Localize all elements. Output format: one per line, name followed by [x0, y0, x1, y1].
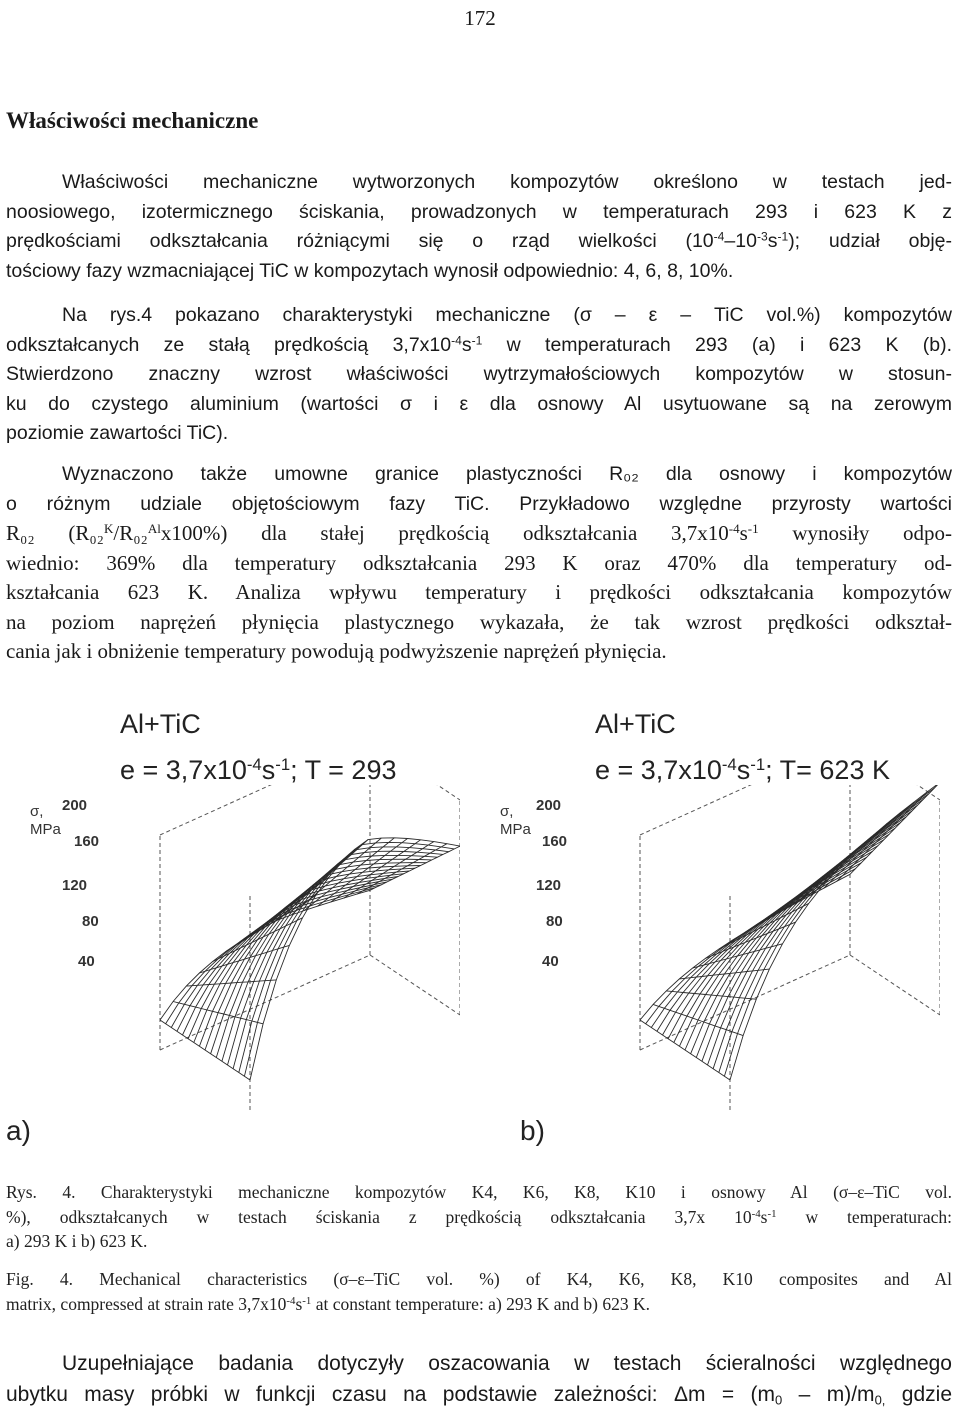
- paragraph-line: Uzupełniające badania dotyczyły oszacowania w testach ścieralności względnego: [62, 1352, 952, 1375]
- plot-box-edge: [640, 785, 850, 835]
- figure-panel-a: [0, 705, 480, 1160]
- panel-title: Al+TiC: [595, 709, 676, 739]
- panel-title: Al+TiC: [120, 709, 201, 739]
- panel-label: b): [520, 1115, 545, 1146]
- axis-tick-label: 120: [536, 877, 562, 894]
- plot-box-edge: [640, 955, 850, 1050]
- figure-caption-en: [6, 1267, 952, 1316]
- surface-grid-line: [250, 838, 460, 1080]
- panel-equation: $e = 3,7x10^{-4}s^{-1}$; T = 293: [120, 754, 397, 785]
- paragraph-line: ku do czystego aluminium (wartości σ i ε dla osnowy Al usytuowane są na zerowym: [6, 392, 952, 415]
- figure-panel-b: [480, 705, 960, 1160]
- surface-grid-line: [850, 785, 940, 874]
- paragraph-line: cania jak i obniżenie temperatury powodują podwyższenie naprężeń płynięcia.: [6, 639, 667, 663]
- caption-line: a) 293 K i b) 623 K.: [6, 1231, 148, 1251]
- surface-grid-line: [657, 857, 867, 1031]
- axis-tick-label: 200: [536, 797, 562, 814]
- paragraph-line: kształcania 623 K. Analiza wpływu temperatury i prędkości odkształcania kompozytów: [6, 580, 952, 604]
- paragraph-results: [6, 301, 952, 449]
- surface-grid-line: [651, 863, 861, 1028]
- plot-box-edge: [850, 955, 940, 1015]
- paragraph-line: ubytku masy próbki w funkcji czasu na podstawie zależności: $\Delta m = (m_0 - m)/m_{0,}$ gdzie: [6, 1383, 953, 1408]
- caption-line: Fig. 4. Mechanical characteristics (σ–ε–TiC vol. %) of K4, K6, K8, K10 composites and Al: [6, 1269, 952, 1289]
- paragraph-line: o różnym udziale objętościowym fazy TiC. Przykładowo względne przyrosty wartości: [6, 492, 952, 515]
- surface-grid-line: [177, 882, 387, 1031]
- panel-equation: $e = 3,7x10^{-4}s^{-1}$; T= 623 K: [595, 754, 890, 785]
- paragraph-line: Wyznaczono także umowne granice plastyczności R₀₂ dla osnowy i kompozytów: [62, 463, 952, 485]
- caption-line: matrix, compressed at strain rate $3,7x10^{-4}s^{-1}$ at constant temperature: a) 293 K and b) 623 K.: [6, 1293, 651, 1314]
- surface-grid-line: [685, 828, 895, 1050]
- axis-tick-label: 80: [546, 913, 563, 930]
- axis-tick-label: 40: [78, 953, 95, 970]
- caption-line: Rys. 4. Charakterystyki mechaniczne kompozytów K4, K6, K8, K10 i osnowy Al (σ–ε–TiC vol.: [6, 1182, 952, 1202]
- axis-unit-label: σ, MPa: [500, 803, 531, 838]
- surface-grid-line: [304, 838, 394, 911]
- paragraph-line: na poziom naprężeń płynięcia plastycznego wykazała, że tak wzrost prędkości odkształ-: [6, 609, 952, 634]
- axis-tick-label: 200: [62, 797, 88, 814]
- surface-grid-line: [344, 842, 434, 899]
- figure-4: [0, 705, 960, 1160]
- surface-grid-line: [216, 863, 426, 1058]
- surface-grid-line: [696, 817, 906, 1058]
- section-title: Właściwości mechaniczne: [6, 108, 259, 133]
- plot-box-edge: [370, 955, 460, 1015]
- surface-grid-line: [160, 890, 370, 1020]
- paragraph-line: wiednio: 369% dla temperatury odkształcania 293 K oraz 470% dla temperatury od-: [6, 550, 952, 575]
- surface-grid-line: [228, 855, 438, 1065]
- paragraph-intro: [6, 168, 952, 286]
- axis-tick-label: 160: [542, 833, 568, 850]
- surface-grid-line: [239, 847, 449, 1073]
- axis-unit-label: σ, MPa: [30, 803, 61, 838]
- surface-plot-a: [100, 785, 460, 1115]
- surface-grid-line: [708, 805, 918, 1065]
- paragraph-line: Na rys.4 pokazano charakterystyki mechaniczne (σ – ε – TiC vol.%) kompozytów: [62, 304, 952, 326]
- paragraph-line: odkształcanych ze stałą prędkością $3,7x10^{-4}s^{-1}$ w temperaturach 293 (a) i 623 K (b).: [6, 332, 953, 356]
- surface-grid-line: [370, 846, 460, 890]
- plot-box-edge: [370, 785, 460, 800]
- surface-grid-line: [702, 811, 912, 1061]
- paragraph-line: Stwierdzono znaczny wzrost właściwości wytrzymałościowych kompozytów w stosun-: [6, 363, 952, 385]
- caption-line: %), odkształcanych w testach ściskania z prędkością odkształcania 3,7x $10^{-4}s^{-1}$ w temperaturach:: [6, 1206, 952, 1227]
- axis-tick-label: 80: [82, 913, 99, 930]
- surface-grid-line: [199, 871, 409, 1046]
- paragraph-line: R₀₂ (R₀₂$^K$/R₀₂$^{Al}$x100%) dla stałej prędkością odkształcania $3,7x10^{-4}s^{-1}$ wynosiły odpo-: [6, 520, 953, 545]
- paragraph-line: tościowy fazy wzmacniającej TiC w kompozytach wynosił odpowiednio: 4, 6, 8, 10%.: [6, 259, 734, 282]
- panel-label: a): [6, 1115, 31, 1146]
- paragraph-line: prędkościami odkształcania różniącymi się o rząd wielkości $(10^{-4}-10^{-3}s^{-1})$; udział obję-: [6, 229, 952, 252]
- surface-grid-line: [233, 851, 443, 1069]
- paragraph-line: Właściwości mechaniczne wytworzonych kompozytów określono w testach jed-: [62, 171, 952, 193]
- figure-caption-pl: [6, 1180, 952, 1254]
- surface-grid-line: [724, 788, 934, 1076]
- surface-plot-b: [580, 785, 940, 1115]
- surface-grid-line: [668, 846, 878, 1039]
- paragraph-line: noosiowego, izotermicznego ściskania, prowadzonych w temperaturach 293 i 623 K z: [6, 200, 952, 223]
- axis-tick-label: 120: [62, 877, 88, 894]
- axis-tick-label: 40: [542, 953, 559, 970]
- axis-tick-label: 160: [74, 833, 100, 850]
- page-number: 172: [464, 6, 496, 30]
- paragraph-line: poziomie zawartości TiC).: [6, 422, 229, 444]
- plot-box-edge: [160, 785, 370, 835]
- paragraph-abrasion: [6, 1348, 952, 1410]
- paragraph-yield: [6, 460, 952, 667]
- surface-grid-line: [691, 823, 901, 1054]
